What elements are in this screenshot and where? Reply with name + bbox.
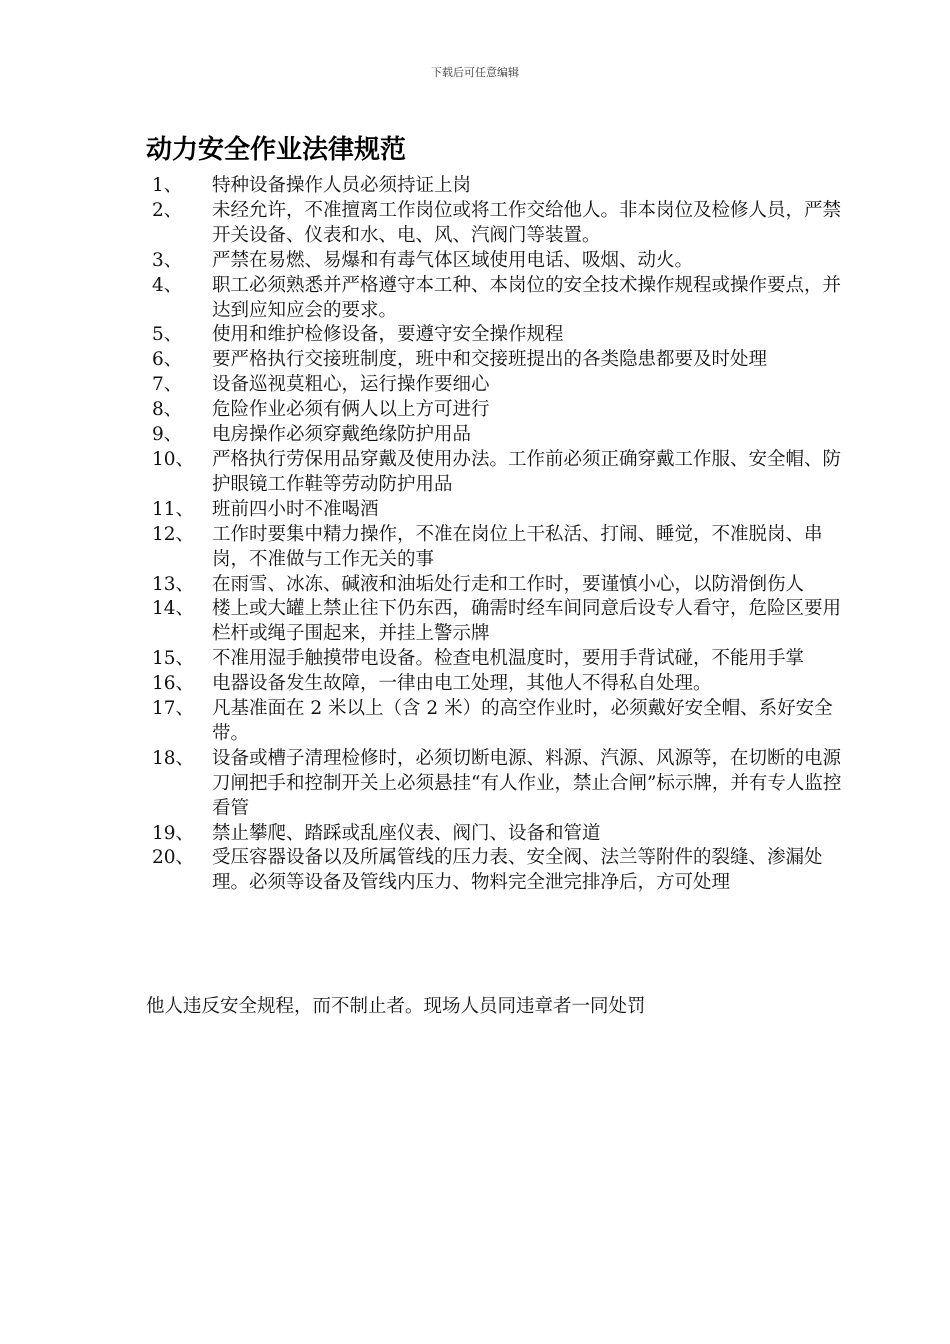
rule-number: 17、 — [152, 698, 195, 720]
rule-item — [152, 423, 842, 448]
rule-text: 未经允许，不准擅离工作岗位或将工作交给他人。非本岗位及检修人员，严禁开关设备、仪表和水、电、风、汽阀门等装置。 — [212, 199, 842, 246]
rule-text: 禁止攀爬、踏踩或乱座仪表、阀门、设备和管道 — [212, 822, 601, 844]
rule-text: 不准用湿手触摸带电设备。检查电机温度时，要用手背试碰，不能用手掌 — [212, 648, 805, 670]
rule-text: 使用和维护检修设备，要遵守安全操作规程 — [212, 324, 564, 346]
rule-item — [152, 373, 842, 398]
rule-number: 2、 — [152, 199, 183, 221]
rule-item — [152, 323, 842, 348]
rule-number: 8、 — [152, 399, 183, 421]
rule-item — [152, 398, 842, 423]
header-note: 下载后可任意编辑 — [431, 66, 519, 79]
rule-number: 9、 — [152, 424, 183, 446]
rule-number: 20、 — [152, 847, 195, 869]
rule-item — [152, 747, 842, 822]
rule-item — [152, 597, 842, 647]
rule-text: 凡基准面在 2 米以上（含 2 米）的高空作业时，必须戴好安全帽、系好安全带。 — [212, 698, 833, 744]
rule-number: 5、 — [152, 324, 183, 346]
rule-text: 电房操作必须穿戴绝缘防护用品 — [212, 424, 472, 446]
rule-text: 职工必须熟悉并严格遵守本工种、本岗位的安全技术操作规程或操作要点，并达到应知应会的要求。 — [212, 274, 842, 321]
rule-number: 7、 — [152, 374, 183, 396]
rule-text: 要严格执行交接班制度，班中和交接班提出的各类隐患都要及时处理 — [212, 349, 768, 371]
rule-text: 受压容器设备以及所属管线的压力表、安全阀、法兰等附件的裂缝、渗漏处理。必须等设备及管线内压力、物料完全泄完排净后，方可处理 — [212, 847, 823, 894]
rule-number: 1、 — [152, 175, 183, 196]
rule-text: 设备巡视莫粗心，运行操作要细心 — [212, 374, 490, 396]
rule-item — [152, 448, 842, 498]
rule-item — [152, 573, 842, 598]
rule-text: 在雨雪、冰冻、碱液和油垢处行走和工作时，要谨慎小心，以防滑倒伤人 — [212, 573, 805, 595]
rule-item — [152, 348, 842, 373]
rule-item — [152, 697, 842, 747]
rule-number: 10、 — [152, 448, 195, 470]
rule-item — [152, 647, 842, 672]
rule-text: 特种设备操作人员必须持证上岗 — [212, 175, 472, 196]
rule-number: 4、 — [152, 274, 183, 296]
rule-item — [152, 822, 842, 847]
rule-item — [152, 174, 842, 199]
rule-item — [152, 274, 842, 324]
rule-number: 16、 — [152, 673, 195, 695]
closing-line: 他人违反安全规程，而不制止者。现场人员同违章者一同处罚 — [146, 996, 646, 1017]
rule-number: 6、 — [152, 349, 183, 371]
rule-text: 班前四小时不准喝酒 — [212, 498, 379, 520]
rule-item — [152, 672, 842, 697]
rule-number: 12、 — [152, 523, 195, 545]
rule-number: 3、 — [152, 249, 183, 271]
rule-text: 严格执行劳保用品穿戴及使用办法。工作前必须正确穿戴工作服、安全帽、防护眼镜工作鞋等劳动防护用品 — [212, 448, 842, 495]
rule-number: 15、 — [152, 648, 195, 670]
rule-item — [152, 199, 842, 249]
rule-item — [152, 498, 842, 523]
rule-item — [152, 523, 842, 573]
rule-number: 11、 — [152, 498, 195, 520]
rule-number: 14、 — [152, 598, 195, 620]
rule-text: 楼上或大罐上禁止往下仍东西，确需时经车间同意后设专人看守，危险区要用栏杆或绳子围起来，并挂上警示牌 — [212, 598, 842, 645]
rule-number: 18、 — [152, 747, 195, 769]
rule-text: 严禁在易燃、易爆和有毒气体区域使用电话、吸烟、动火。 — [212, 249, 694, 271]
rule-number: 19、 — [152, 822, 195, 844]
rule-item — [152, 249, 842, 274]
rule-item — [152, 846, 842, 896]
rule-number: 13、 — [152, 573, 195, 595]
rules-list — [152, 174, 842, 896]
rule-text: 电器设备发生故障，一律由电工处理，其他人不得私自处理。 — [212, 673, 712, 695]
rule-text: 工作时要集中精力操作，不准在岗位上干私活、打闹、睡觉，不准脱岗、串岗，不准做与工作无关的事 — [212, 523, 823, 570]
rule-text: 设备或槽子清理检修时，必须切断电源、料源、汽源、风源等，在切断的电源刀闸把手和控制开关上必须悬挂“有人作业，禁止合闸”标示牌，并有专人监控看管 — [212, 747, 842, 819]
page-title: 动力安全作业法律规范 — [146, 135, 407, 165]
rule-text: 危险作业必须有俩人以上方可进行 — [212, 399, 490, 421]
